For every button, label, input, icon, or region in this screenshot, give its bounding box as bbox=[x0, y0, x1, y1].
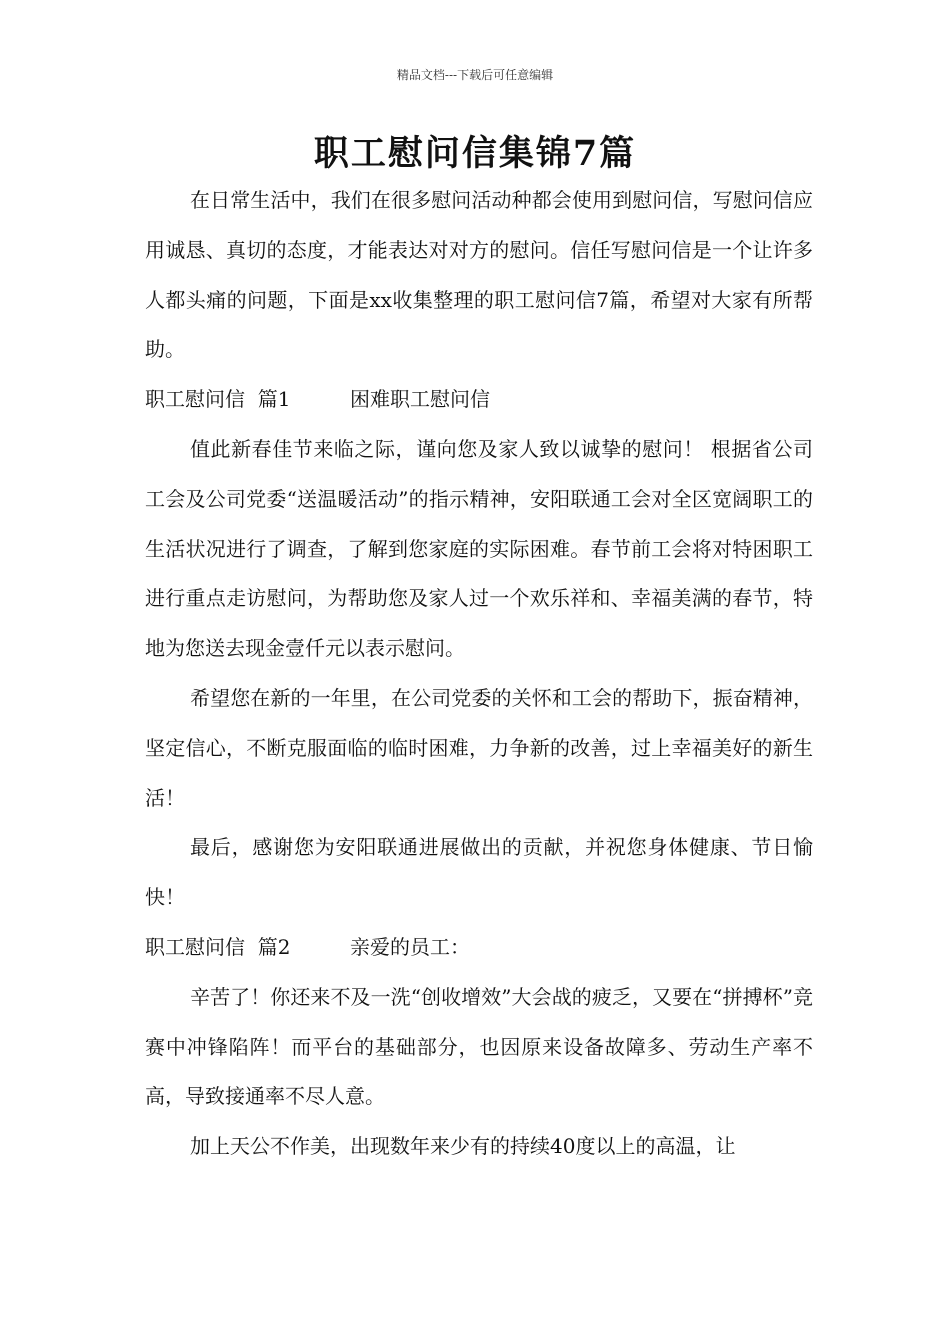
section-heading-2 bbox=[145, 923, 813, 973]
section-label: 职工慰问信 篇2 bbox=[145, 934, 291, 959]
section-subtitle: 困难职工慰问信 bbox=[350, 387, 490, 412]
document-title: 职工慰问信集锦7篇 bbox=[313, 133, 637, 174]
body-paragraph: 加上天公不作美，出现数年来少有的持续40度以上的高温，让 bbox=[190, 1134, 736, 1159]
body-paragraph: 最后，感谢您为安阳联通进展做出的贡献，并祝您身体健康、节日愉快！ bbox=[145, 835, 813, 910]
intro-paragraph: 在日常生活中，我们在很多慰问活动种都会使用到慰问信，写慰问信应用诚恳、真切的态度，才能表达对对方的慰问。信任写慰问信是一个让许多人都头痛的问题，下面是xx收集整理的职工慰问信7篇，希望对大家有所帮助。 bbox=[145, 188, 813, 362]
document-body bbox=[145, 176, 813, 1172]
section-heading-1 bbox=[145, 375, 813, 425]
section-subtitle: 亲爱的员工： bbox=[350, 934, 470, 959]
header-note: 精品文档---下载后可任意编辑 bbox=[396, 68, 554, 82]
body-paragraph: 希望您在新的一年里，在公司党委的关怀和工会的帮助下，振奋精神，坚定信心，不断克服面临的临时困难，力争新的改善，过上幸福美好的新生活！ bbox=[145, 685, 813, 810]
body-paragraph: 辛苦了！你还来不及一洗“创收增效”大会战的疲乏，又要在“拼搏杯”竞赛中冲锋陷阵！而平台的基础部分，也因原来设备故障多、劳动生产率不高，导致接通率不尽人意。 bbox=[145, 984, 813, 1109]
body-paragraph: 值此新春佳节来临之际，谨向您及家人致以诚挚的慰问！ 根据省公司工会及公司党委“送温暖活动”的指示精神，安阳联通工会对全区宽阔职工的生活状况进行了调查，了解到您家庭的实际困难。春节前工会将对特困职工进行重点走访慰问，为帮助您及家人过一个欢乐祥和、幸福美满的春节，特地为您送去现金壹仟元以表示慰问。 bbox=[145, 436, 813, 661]
section-label: 职工慰问信 篇1 bbox=[145, 387, 291, 412]
